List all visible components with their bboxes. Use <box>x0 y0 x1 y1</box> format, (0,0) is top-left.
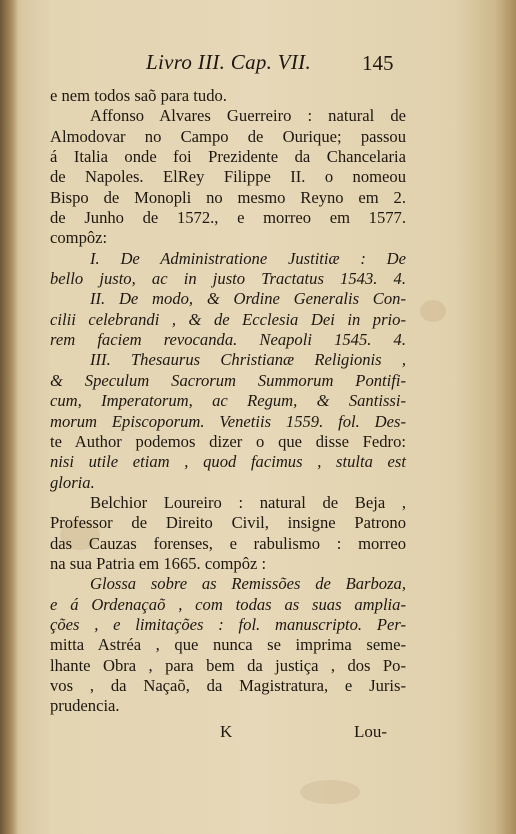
body-text <box>50 86 406 717</box>
text-line: na sua Patria em 1665. compôz : <box>50 553 267 573</box>
text-line: III. Thesaurus Christianæ Religionis , <box>90 350 406 370</box>
text-line: á Italia onde foi Prezidente da Chancelaria <box>50 147 406 167</box>
text-line: gloria. <box>50 472 95 492</box>
signature-mark: K <box>220 722 233 741</box>
text-line: e nem todos saõ para tudo. <box>50 86 227 105</box>
text-line: Professor de Direito Civil, insigne Patrono <box>50 513 406 533</box>
text-line: cum, Imperatorum, ac Regum, & Santissi- <box>50 391 406 411</box>
text-line: I. De Administratione Justitiæ : De <box>90 248 406 268</box>
text-line: ções , e limitações : fol. manuscripto. Per- <box>50 614 406 634</box>
text-line: Bispo de Monopli no mesmo Reyno em 2. <box>50 187 406 207</box>
page-footer <box>0 722 516 746</box>
text-line: bello justo, ac in justo Tractatus 1543. 4. <box>50 269 406 289</box>
text-line: das Cauzas forenses, e rabulismo : morreo <box>50 533 406 553</box>
text-line: de Napoles. ElRey Filippe II. o nomeou <box>50 167 406 187</box>
text-line: te Author podemos dizer o que disse Fedro: <box>50 431 406 451</box>
text-line: compôz: <box>50 228 108 248</box>
page-number: 145 <box>362 51 394 75</box>
text-line: II. De modo, & Ordine Generalis Con- <box>90 289 406 309</box>
page-gutter-shadow <box>0 0 18 834</box>
text-line: de Junho de 1572., e morreo em 1577. <box>50 208 406 228</box>
text-line: Almodovar no Campo de Ourique; passou <box>50 126 406 146</box>
text-line: mitta Astréa , que nunca se imprima seme- <box>50 635 406 655</box>
text-line: Affonso Alvares Guerreiro : natural de <box>90 106 406 126</box>
paper-stain <box>300 780 360 804</box>
text-line: lhante Obra , para bem da justiça , dos Po- <box>50 655 406 675</box>
text-line: nisi utile etiam , quod facimus , stulta est <box>50 452 406 472</box>
text-line: rem faciem revocanda. Neapoli 1545. 4. <box>50 330 406 350</box>
paper-stain <box>420 300 446 322</box>
running-title: Livro III. Cap. VII. <box>146 50 312 74</box>
text-line: & Speculum Sacrorum Summorum Pontifi- <box>50 370 406 390</box>
catchword: Lou- <box>354 722 388 741</box>
text-line: morum Episcoporum. Venetiis 1559. fol. Des- <box>50 411 406 431</box>
text-line: vos , da Naçaõ, da Magistratura, e Juris- <box>50 675 406 695</box>
page-header <box>0 46 516 76</box>
text-line: Belchior Loureiro : natural de Beja , <box>90 492 406 512</box>
text-line: Glossa sobre as Remissões de Barboza, <box>90 574 406 594</box>
text-line: prudencia. <box>50 696 120 716</box>
text-line: cilii celebrandi , & de Ecclesia Dei in prio- <box>50 309 406 329</box>
text-line: e á Ordenaçaõ , com todas as suas amplia- <box>50 594 406 614</box>
